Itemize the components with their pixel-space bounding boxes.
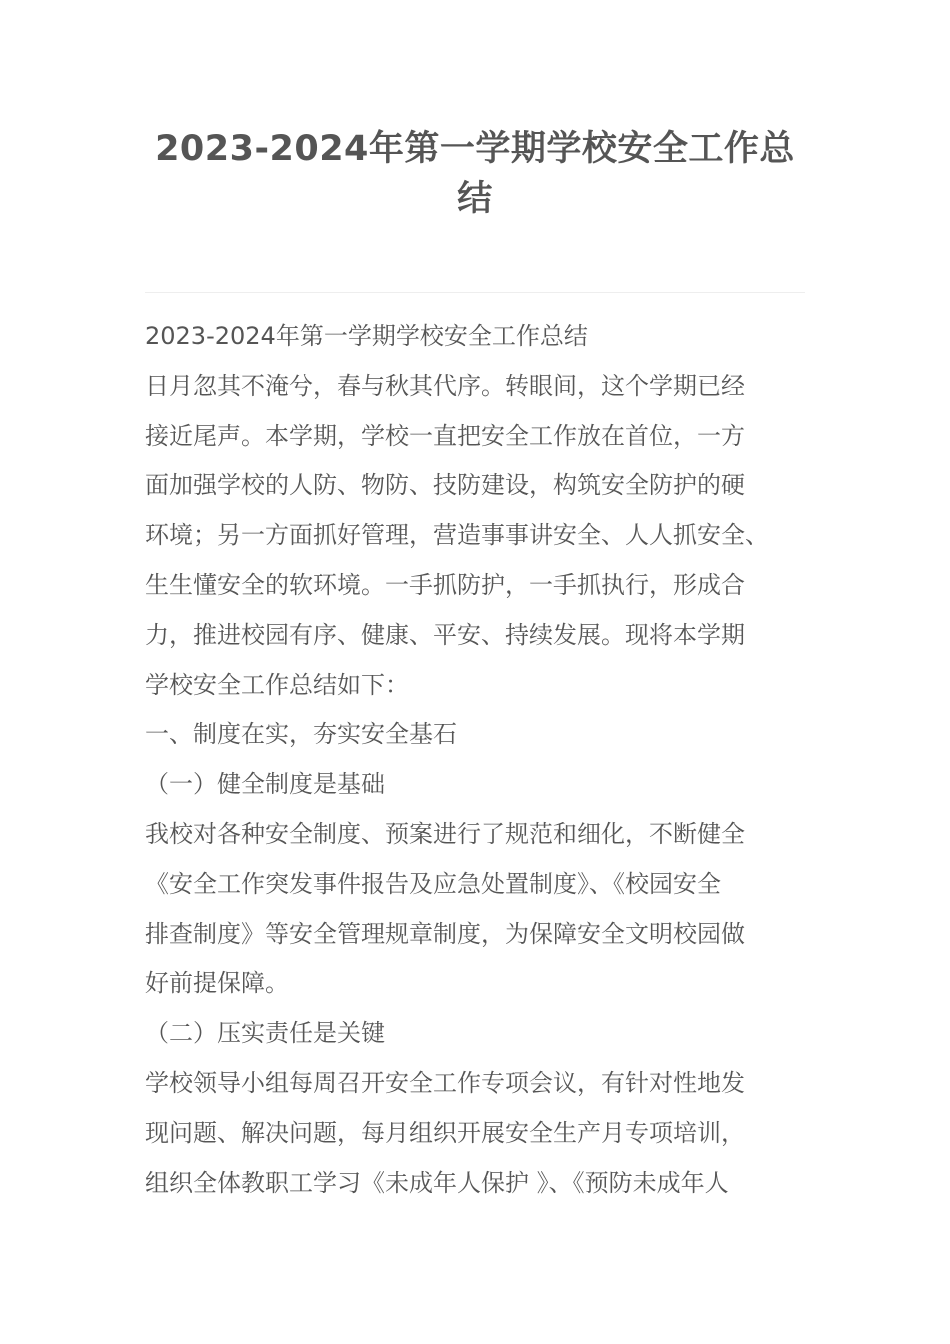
body-line: 面加强学校的人防、物防、技防建设，构筑安全防护的硬 bbox=[145, 471, 745, 500]
section-heading: 一、制度在实，夯实安全基石 bbox=[145, 720, 457, 749]
body-line: 生生懂安全的软环境。一手抓防护，一手抓执行，形成合 bbox=[145, 570, 745, 599]
body-line: 2023-2024年第一学期学校安全工作总结 bbox=[145, 322, 588, 350]
document-body bbox=[145, 312, 805, 1208]
body-line: 好前提保障。 bbox=[145, 969, 289, 998]
body-line: 日月忽其不淹兮，春与秋其代序。转眼间，这个学期已经 bbox=[145, 371, 745, 400]
title-line-1: 2023-2024年第一学期学校安全工作总 bbox=[155, 129, 795, 169]
title-divider bbox=[145, 292, 805, 293]
body-line: 我校对各种安全制度、预案进行了规范和细化，不断健全 bbox=[145, 819, 745, 848]
body-line: 《安全工作突发事件报告及应急处置制度》、《校园安全 bbox=[145, 869, 721, 898]
body-line: 学校领导小组每周召开安全工作专项会议，有针对性地发 bbox=[145, 1068, 745, 1097]
body-line: 力，推进校园有序、健康、平安、持续发展。现将本学期 bbox=[145, 620, 745, 649]
body-line: 学校安全工作总结如下： bbox=[145, 670, 409, 699]
body-line: 接近尾声。本学期，学校一直把安全工作放在首位，一方 bbox=[145, 421, 745, 450]
subsection-heading: （一）健全制度是基础 bbox=[145, 770, 385, 799]
title-line-2: 结 bbox=[457, 179, 493, 219]
body-line: 现问题、解决问题，每月组织开展安全生产月专项培训， bbox=[145, 1118, 745, 1147]
body-line: 排查制度》等安全管理规章制度，为保障安全文明校园做 bbox=[145, 919, 745, 948]
body-line: 环境；另一方面抓好管理，营造事事讲安全、人人抓安全、 bbox=[145, 521, 769, 550]
body-line: 组织全体教职工学习《未成年人保护 》、《预防未成年人 bbox=[145, 1168, 729, 1197]
subsection-heading: （二）压实责任是关键 bbox=[145, 1019, 385, 1048]
document-title bbox=[145, 124, 805, 224]
